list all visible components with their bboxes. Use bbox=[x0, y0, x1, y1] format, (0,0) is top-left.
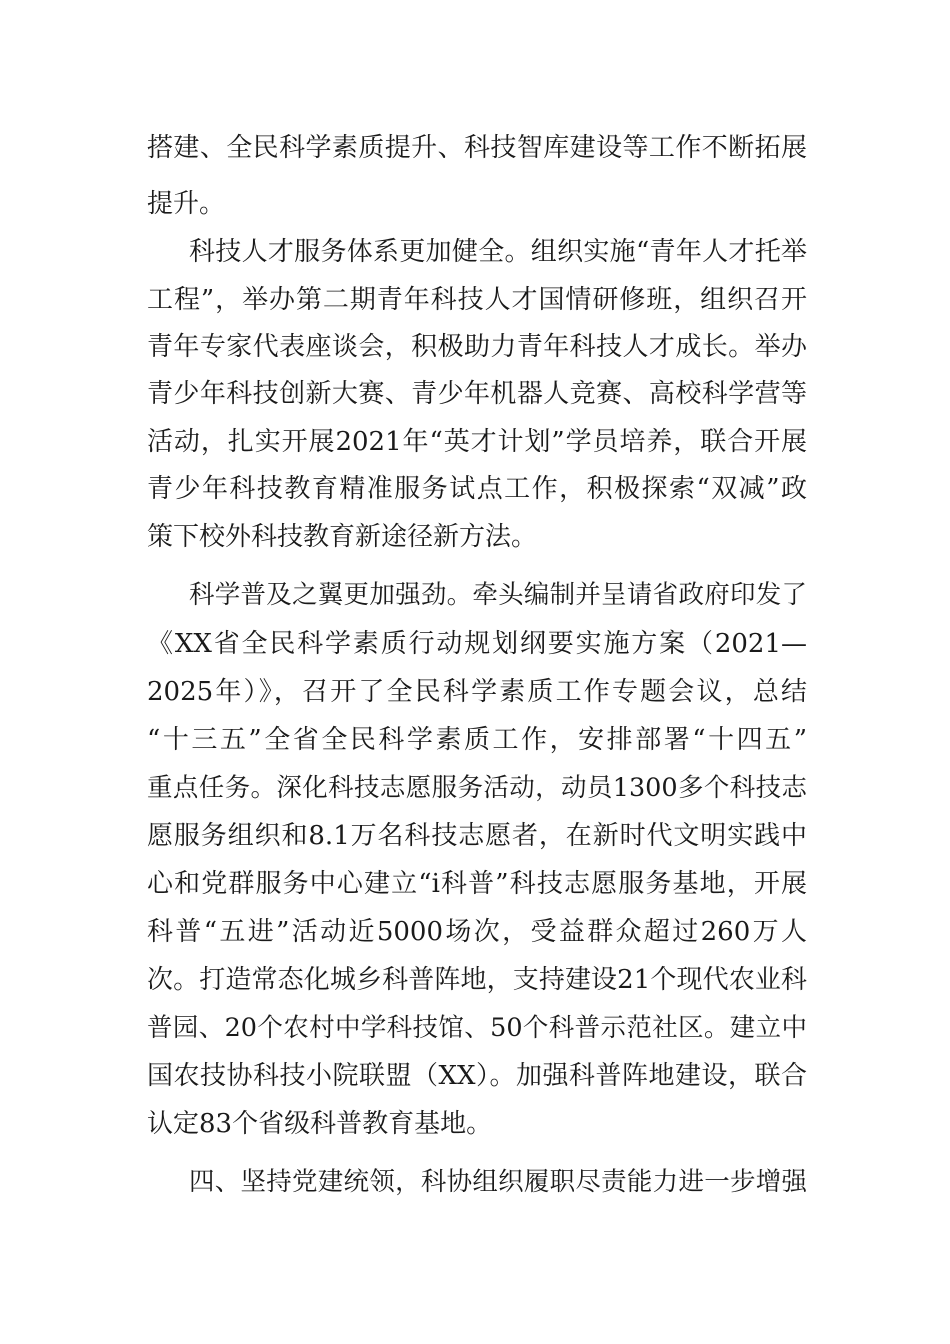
text-line: 2025年）》，召开了全民科学素质工作专题会议，总结 bbox=[147, 677, 807, 707]
text-line: 《XX省全民科学素质行动规划纲要实施方案（2021— bbox=[147, 629, 807, 659]
paragraph-first-line: 科技人才服务体系更加健全。组织实施“青年人才托举 bbox=[189, 237, 807, 267]
text-line: 国农技协科技小院联盟（XX）。加强科普阵地建设，联合 bbox=[147, 1061, 807, 1091]
text-line: 重点任务。深化科技志愿服务活动，动员1300多个科技志 bbox=[147, 773, 807, 803]
text-line: 策下校外科技教育新途径新方法。 bbox=[147, 522, 538, 552]
text-line: 普园、20个农村中学科技馆、50个科普示范社区。建立中 bbox=[147, 1013, 807, 1043]
section-heading: 四、坚持党建统领，科协组织履职尽责能力进一步增强 bbox=[189, 1167, 807, 1197]
text-line: 青年专家代表座谈会，积极助力青年科技人才成长。举办 bbox=[147, 332, 807, 362]
text-line: 心和党群服务中心建立“i科普”科技志愿服务基地，开展 bbox=[147, 869, 807, 899]
text-line: 愿服务组织和8.1万名科技志愿者，在新时代文明实践中 bbox=[147, 821, 807, 851]
text-line: 提升。 bbox=[147, 189, 226, 219]
text-line: 青少年科技创新大赛、青少年机器人竞赛、高校科学营等 bbox=[147, 379, 807, 409]
text-line: 认定83个省级科普教育基地。 bbox=[147, 1109, 493, 1139]
paragraph-first-line: 科学普及之翼更加强劲。牵头编制并呈请省政府印发了 bbox=[189, 580, 807, 610]
text-line: 工程”，举办第二期青年科技人才国情研修班，组织召开 bbox=[147, 285, 807, 315]
text-line: 科普“五进”活动近5000场次，受益群众超过260万人 bbox=[147, 917, 807, 947]
text-line: “十三五”全省全民科学素质工作，安排部署“十四五” bbox=[147, 725, 807, 755]
text-line: 青少年科技教育精准服务试点工作，积极探索“双减”政 bbox=[147, 474, 807, 504]
text-line: 活动，扎实开展2021年“英才计划”学员培养，联合开展 bbox=[147, 427, 807, 457]
text-line: 次。打造常态化城乡科普阵地，支持建设21个现代农业科 bbox=[147, 965, 807, 995]
text-line: 搭建、全民科学素质提升、科技智库建设等工作不断拓展 bbox=[147, 133, 807, 163]
